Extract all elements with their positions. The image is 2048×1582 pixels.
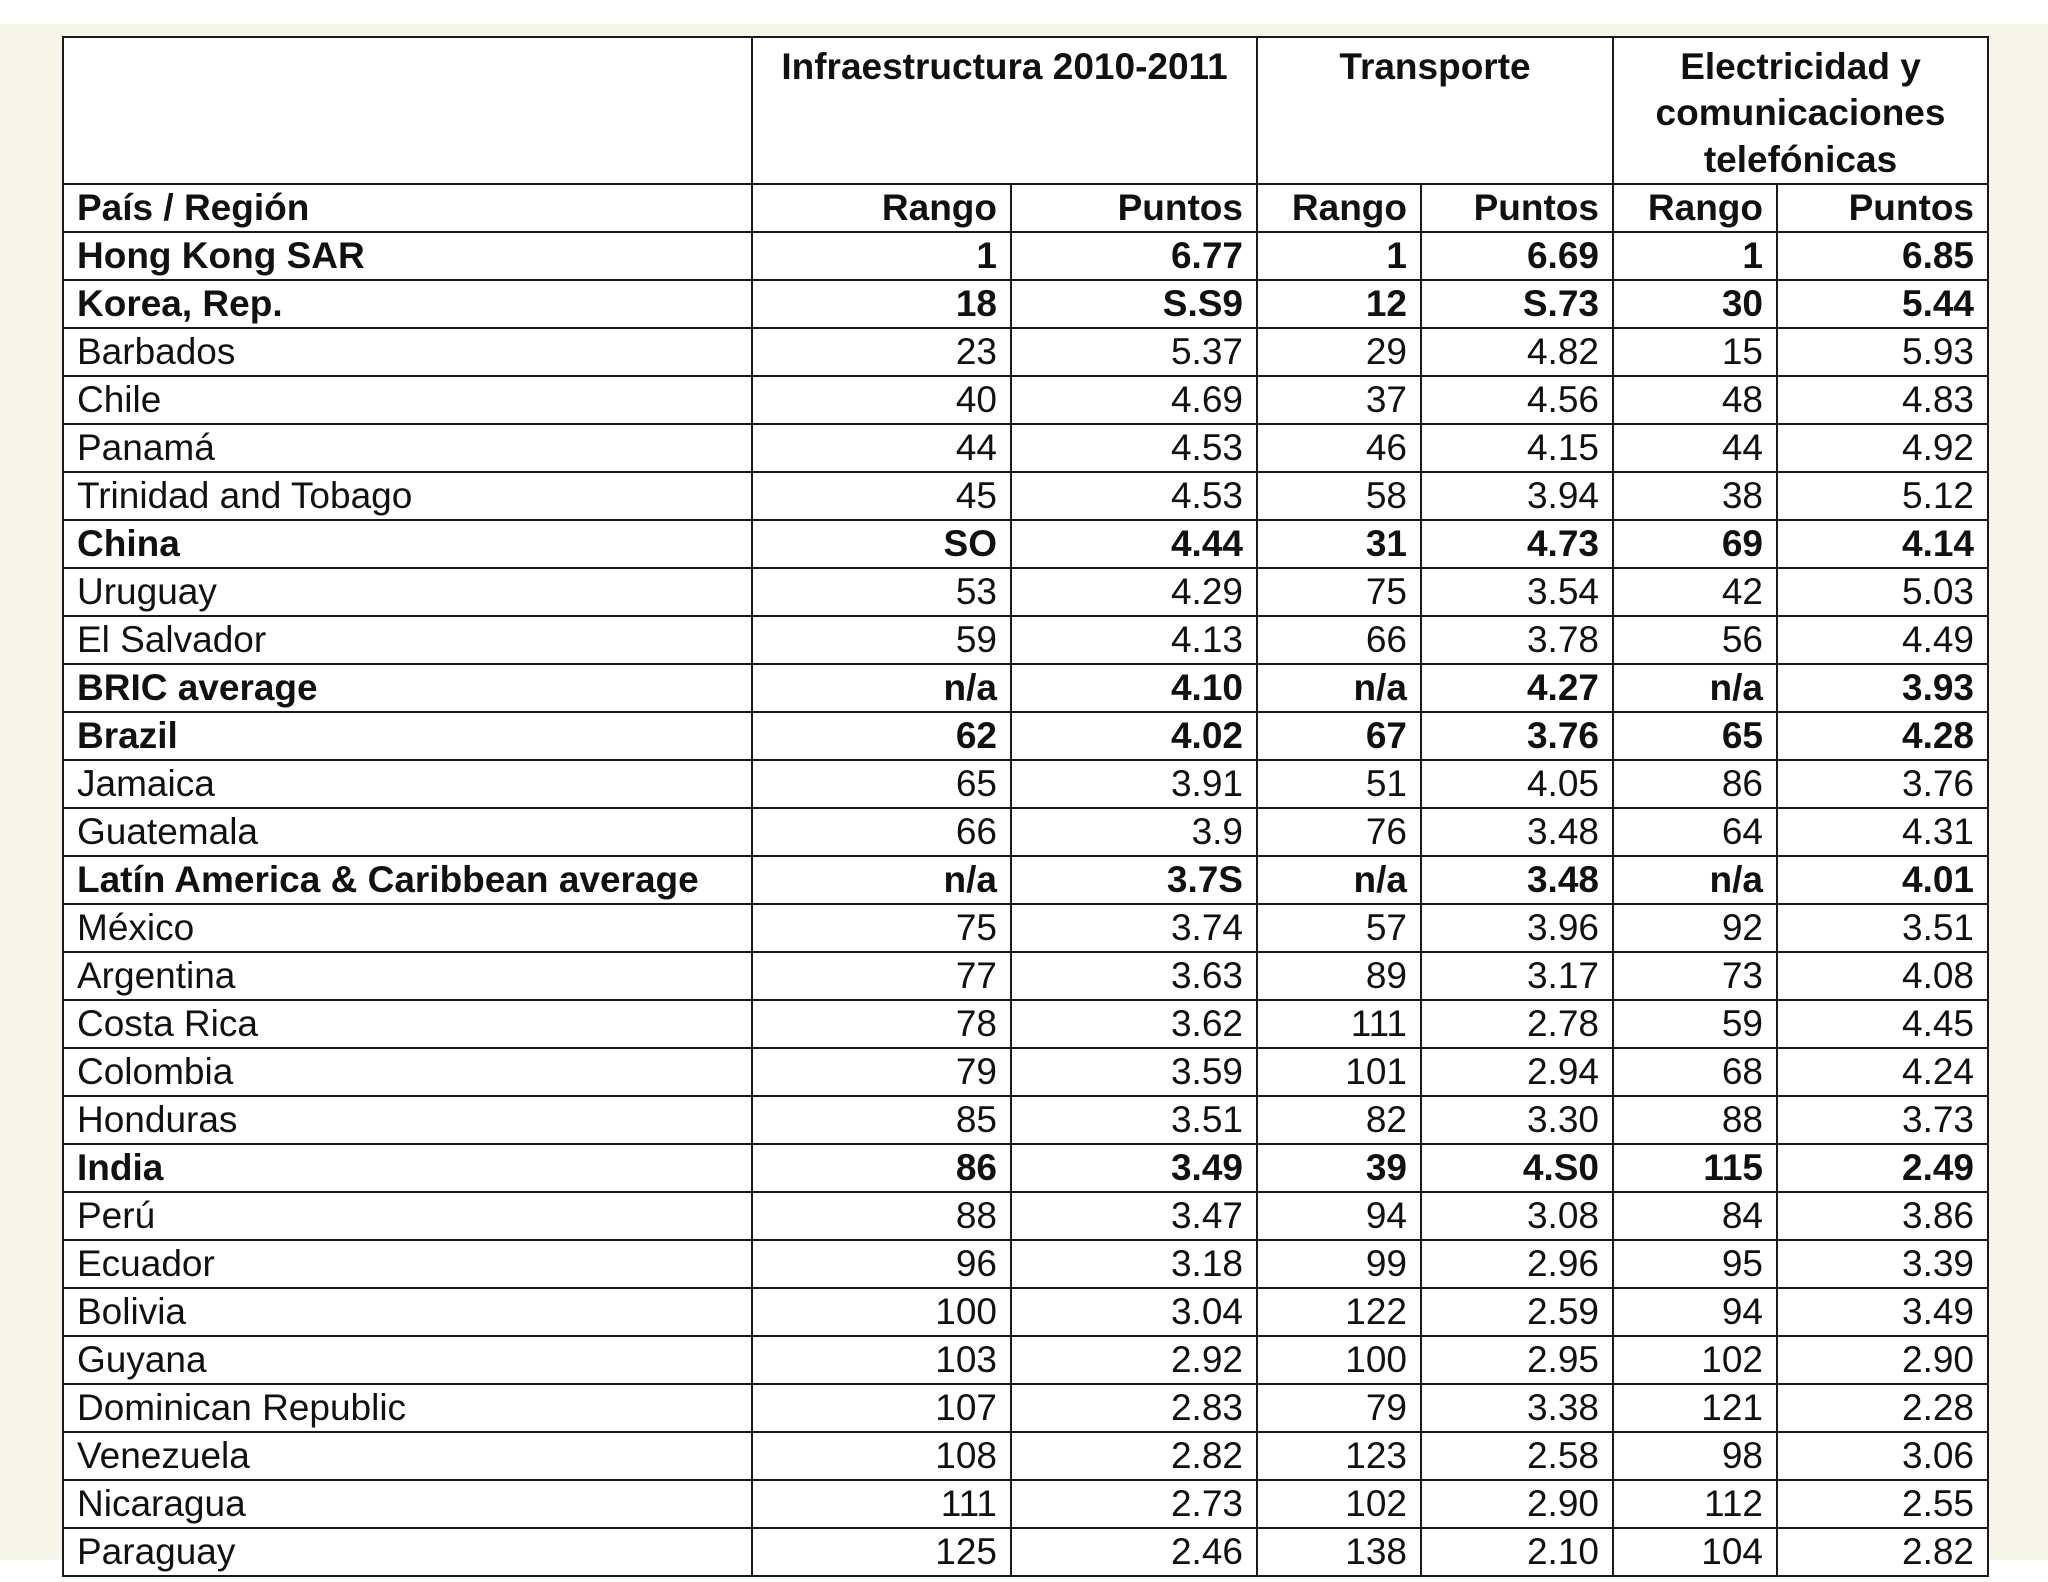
electricity-group-header: Electricidad y comunicaciones telefónicas: [1613, 37, 1988, 184]
country-cell: Panamá: [63, 424, 752, 472]
transport-group-header: Transporte: [1257, 37, 1613, 184]
transport-rank-cell: 51: [1257, 760, 1421, 808]
infra-points-header: Puntos: [1011, 184, 1257, 232]
infra-rank-cell: 100: [752, 1288, 1011, 1336]
transport-points-cell: 3.17: [1421, 952, 1613, 1000]
transport-rank-header: Rango: [1257, 184, 1421, 232]
infra-points-cell: 3.74: [1011, 904, 1257, 952]
transport-rank-cell: 101: [1257, 1048, 1421, 1096]
table-row: [63, 952, 1988, 1000]
electricity-rank-cell: 48: [1613, 376, 1777, 424]
transport-rank-cell: 94: [1257, 1192, 1421, 1240]
table-row: [63, 1096, 1988, 1144]
electricity-rank-cell: 112: [1613, 1480, 1777, 1528]
transport-rank-cell: 29: [1257, 328, 1421, 376]
infra-rank-cell: SO: [752, 520, 1011, 568]
electricity-rank-cell: 95: [1613, 1240, 1777, 1288]
transport-points-cell: 3.48: [1421, 808, 1613, 856]
electricity-points-cell: 3.51: [1777, 904, 1988, 952]
electricity-points-cell: 5.44: [1777, 280, 1988, 328]
electricity-rank-cell: 59: [1613, 1000, 1777, 1048]
table-row: [63, 424, 1988, 472]
table-row: [63, 1432, 1988, 1480]
electricity-points-cell: 5.93: [1777, 328, 1988, 376]
infra-rank-cell: 62: [752, 712, 1011, 760]
country-cell: Guyana: [63, 1336, 752, 1384]
electricity-points-header: Puntos: [1777, 184, 1988, 232]
table-row: [63, 808, 1988, 856]
transport-points-cell: 3.48: [1421, 856, 1613, 904]
electricity-rank-cell: 104: [1613, 1528, 1777, 1576]
electricity-points-cell: 4.83: [1777, 376, 1988, 424]
electricity-rank-cell: 88: [1613, 1096, 1777, 1144]
infra-points-cell: 4.53: [1011, 424, 1257, 472]
transport-rank-cell: 39: [1257, 1144, 1421, 1192]
table-row: [63, 472, 1988, 520]
electricity-rank-cell: 64: [1613, 808, 1777, 856]
transport-points-cell: 4.S0: [1421, 1144, 1613, 1192]
country-cell: Korea, Rep.: [63, 280, 752, 328]
transport-points-cell: 2.78: [1421, 1000, 1613, 1048]
infra-points-cell: 3.18: [1011, 1240, 1257, 1288]
country-cell: Latín America & Caribbean average: [63, 856, 752, 904]
table-row: [63, 568, 1988, 616]
transport-points-cell: 3.38: [1421, 1384, 1613, 1432]
electricity-points-cell: 4.49: [1777, 616, 1988, 664]
electricity-rank-cell: 84: [1613, 1192, 1777, 1240]
transport-rank-cell: 66: [1257, 616, 1421, 664]
table-row: [63, 1288, 1988, 1336]
table-row: [63, 1192, 1988, 1240]
infra-rank-cell: 40: [752, 376, 1011, 424]
transport-points-cell: 3.30: [1421, 1096, 1613, 1144]
country-cell: BRIC average: [63, 664, 752, 712]
electricity-rank-cell: 94: [1613, 1288, 1777, 1336]
infra-points-cell: S.S9: [1011, 280, 1257, 328]
transport-rank-cell: 1: [1257, 232, 1421, 280]
infra-points-cell: 2.92: [1011, 1336, 1257, 1384]
electricity-rank-cell: 98: [1613, 1432, 1777, 1480]
transport-points-cell: 4.15: [1421, 424, 1613, 472]
electricity-points-cell: 5.12: [1777, 472, 1988, 520]
country-cell: Paraguay: [63, 1528, 752, 1576]
infra-points-cell: 6.77: [1011, 232, 1257, 280]
infra-rank-cell: 18: [752, 280, 1011, 328]
transport-rank-cell: 37: [1257, 376, 1421, 424]
electricity-rank-cell: 65: [1613, 712, 1777, 760]
country-cell: Perú: [63, 1192, 752, 1240]
transport-points-cell: 4.73: [1421, 520, 1613, 568]
transport-rank-cell: n/a: [1257, 856, 1421, 904]
transport-rank-cell: 67: [1257, 712, 1421, 760]
electricity-rank-cell: 102: [1613, 1336, 1777, 1384]
transport-rank-cell: 12: [1257, 280, 1421, 328]
transport-rank-cell: 122: [1257, 1288, 1421, 1336]
transport-rank-cell: 102: [1257, 1480, 1421, 1528]
transport-points-cell: 3.78: [1421, 616, 1613, 664]
sub-header-row: [63, 184, 1988, 232]
infra-points-cell: 4.44: [1011, 520, 1257, 568]
table-row: [63, 280, 1988, 328]
infra-group-header: Infraestructura 2010-2011: [752, 37, 1257, 184]
table-row: [63, 1048, 1988, 1096]
electricity-rank-cell: 42: [1613, 568, 1777, 616]
infra-points-cell: 4.13: [1011, 616, 1257, 664]
electricity-rank-cell: 38: [1613, 472, 1777, 520]
infra-points-cell: 3.62: [1011, 1000, 1257, 1048]
transport-rank-cell: 79: [1257, 1384, 1421, 1432]
transport-rank-cell: 99: [1257, 1240, 1421, 1288]
transport-rank-cell: 46: [1257, 424, 1421, 472]
infra-rank-cell: 65: [752, 760, 1011, 808]
transport-points-cell: 3.54: [1421, 568, 1613, 616]
transport-rank-cell: n/a: [1257, 664, 1421, 712]
infra-points-cell: 2.83: [1011, 1384, 1257, 1432]
transport-points-cell: 4.05: [1421, 760, 1613, 808]
electricity-rank-cell: 68: [1613, 1048, 1777, 1096]
electricity-rank-header: Rango: [1613, 184, 1777, 232]
electricity-points-cell: 2.82: [1777, 1528, 1988, 1576]
electricity-points-cell: 5.03: [1777, 568, 1988, 616]
infra-rank-cell: 96: [752, 1240, 1011, 1288]
electricity-points-cell: 4.14: [1777, 520, 1988, 568]
country-cell: China: [63, 520, 752, 568]
electricity-points-cell: 3.86: [1777, 1192, 1988, 1240]
table-row: [63, 664, 1988, 712]
electricity-points-cell: 4.45: [1777, 1000, 1988, 1048]
electricity-points-cell: 3.49: [1777, 1288, 1988, 1336]
table-row: [63, 376, 1988, 424]
empty-corner-cell: [63, 37, 752, 184]
electricity-rank-cell: 73: [1613, 952, 1777, 1000]
infra-rank-cell: 88: [752, 1192, 1011, 1240]
transport-rank-cell: 31: [1257, 520, 1421, 568]
electricity-rank-cell: 92: [1613, 904, 1777, 952]
transport-rank-cell: 100: [1257, 1336, 1421, 1384]
infra-rank-cell: 107: [752, 1384, 1011, 1432]
electricity-points-cell: 4.28: [1777, 712, 1988, 760]
transport-points-cell: 2.90: [1421, 1480, 1613, 1528]
infra-rank-cell: 85: [752, 1096, 1011, 1144]
country-cell: Uruguay: [63, 568, 752, 616]
electricity-points-cell: 4.24: [1777, 1048, 1988, 1096]
country-cell: Argentina: [63, 952, 752, 1000]
country-cell: Ecuador: [63, 1240, 752, 1288]
electricity-points-cell: 2.55: [1777, 1480, 1988, 1528]
infra-rank-cell: 1: [752, 232, 1011, 280]
transport-points-cell: 4.27: [1421, 664, 1613, 712]
infra-rank-cell: 111: [752, 1480, 1011, 1528]
transport-rank-cell: 111: [1257, 1000, 1421, 1048]
electricity-points-cell: 2.90: [1777, 1336, 1988, 1384]
table-row: [63, 1240, 1988, 1288]
electricity-points-cell: 6.85: [1777, 232, 1988, 280]
table-row: [63, 520, 1988, 568]
transport-points-cell: 2.10: [1421, 1528, 1613, 1576]
infra-points-cell: 3.63: [1011, 952, 1257, 1000]
transport-points-cell: 2.95: [1421, 1336, 1613, 1384]
infra-points-cell: 3.91: [1011, 760, 1257, 808]
transport-rank-cell: 89: [1257, 952, 1421, 1000]
infra-points-cell: 3.49: [1011, 1144, 1257, 1192]
transport-points-cell: 3.94: [1421, 472, 1613, 520]
country-cell: Chile: [63, 376, 752, 424]
country-cell: Honduras: [63, 1096, 752, 1144]
infra-rank-cell: 23: [752, 328, 1011, 376]
transport-rank-cell: 58: [1257, 472, 1421, 520]
infra-rank-cell: n/a: [752, 856, 1011, 904]
country-cell: Guatemala: [63, 808, 752, 856]
country-cell: Hong Kong SAR: [63, 232, 752, 280]
transport-points-cell: 2.59: [1421, 1288, 1613, 1336]
infra-rank-cell: 108: [752, 1432, 1011, 1480]
infra-rank-cell: 79: [752, 1048, 1011, 1096]
table-row: [63, 1480, 1988, 1528]
infra-rank-cell: 77: [752, 952, 1011, 1000]
electricity-points-cell: 3.93: [1777, 664, 1988, 712]
infra-rank-cell: 103: [752, 1336, 1011, 1384]
country-cell: India: [63, 1144, 752, 1192]
electricity-rank-cell: n/a: [1613, 664, 1777, 712]
transport-points-cell: 3.08: [1421, 1192, 1613, 1240]
country-cell: Barbados: [63, 328, 752, 376]
electricity-rank-cell: n/a: [1613, 856, 1777, 904]
infrastructure-ranking-table: [62, 36, 1989, 1577]
transport-points-cell: 6.69: [1421, 232, 1613, 280]
infra-rank-cell: 78: [752, 1000, 1011, 1048]
country-cell: Nicaragua: [63, 1480, 752, 1528]
infra-rank-cell: 86: [752, 1144, 1011, 1192]
country-cell: Trinidad and Tobago: [63, 472, 752, 520]
transport-rank-cell: 76: [1257, 808, 1421, 856]
infra-points-cell: 2.46: [1011, 1528, 1257, 1576]
infra-rank-cell: 44: [752, 424, 1011, 472]
electricity-points-cell: 3.73: [1777, 1096, 1988, 1144]
infra-rank-cell: 125: [752, 1528, 1011, 1576]
transport-points-cell: 4.82: [1421, 328, 1613, 376]
country-cell: Dominican Republic: [63, 1384, 752, 1432]
transport-rank-cell: 82: [1257, 1096, 1421, 1144]
table-row: [63, 232, 1988, 280]
transport-points-cell: 2.94: [1421, 1048, 1613, 1096]
infra-rank-cell: 59: [752, 616, 1011, 664]
electricity-points-cell: 4.92: [1777, 424, 1988, 472]
table-row: [63, 328, 1988, 376]
slide-background: [0, 24, 2048, 1573]
transport-points-cell: 3.96: [1421, 904, 1613, 952]
group-header-row: [63, 37, 1988, 184]
country-cell: El Salvador: [63, 616, 752, 664]
electricity-rank-cell: 44: [1613, 424, 1777, 472]
electricity-rank-cell: 121: [1613, 1384, 1777, 1432]
transport-points-header: Puntos: [1421, 184, 1613, 232]
electricity-rank-cell: 15: [1613, 328, 1777, 376]
electricity-rank-cell: 56: [1613, 616, 1777, 664]
country-cell: Bolivia: [63, 1288, 752, 1336]
infra-points-cell: 3.04: [1011, 1288, 1257, 1336]
transport-points-cell: S.73: [1421, 280, 1613, 328]
table-row: [63, 1384, 1988, 1432]
country-cell: Jamaica: [63, 760, 752, 808]
electricity-points-cell: 3.76: [1777, 760, 1988, 808]
infra-rank-header: Rango: [752, 184, 1011, 232]
electricity-points-cell: 4.01: [1777, 856, 1988, 904]
electricity-rank-cell: 86: [1613, 760, 1777, 808]
electricity-rank-cell: 30: [1613, 280, 1777, 328]
electricity-points-cell: 2.49: [1777, 1144, 1988, 1192]
table-row: [63, 856, 1988, 904]
table-row: [63, 1144, 1988, 1192]
infra-points-cell: 4.02: [1011, 712, 1257, 760]
table-row: [63, 712, 1988, 760]
electricity-points-cell: 2.28: [1777, 1384, 1988, 1432]
infra-points-cell: 4.29: [1011, 568, 1257, 616]
country-column-header: País / Región: [63, 184, 752, 232]
table-row: [63, 1528, 1988, 1576]
transport-points-cell: 2.58: [1421, 1432, 1613, 1480]
infra-rank-cell: 53: [752, 568, 1011, 616]
infra-points-cell: 3.9: [1011, 808, 1257, 856]
infra-points-cell: 3.59: [1011, 1048, 1257, 1096]
transport-points-cell: 2.96: [1421, 1240, 1613, 1288]
transport-rank-cell: 57: [1257, 904, 1421, 952]
transport-rank-cell: 123: [1257, 1432, 1421, 1480]
electricity-rank-cell: 115: [1613, 1144, 1777, 1192]
transport-points-cell: 4.56: [1421, 376, 1613, 424]
infra-rank-cell: 66: [752, 808, 1011, 856]
infra-points-cell: 3.47: [1011, 1192, 1257, 1240]
infra-rank-cell: n/a: [752, 664, 1011, 712]
electricity-points-cell: 4.31: [1777, 808, 1988, 856]
electricity-points-cell: 3.06: [1777, 1432, 1988, 1480]
electricity-points-cell: 4.08: [1777, 952, 1988, 1000]
country-cell: México: [63, 904, 752, 952]
transport-points-cell: 3.76: [1421, 712, 1613, 760]
table-body: [63, 232, 1988, 1576]
infra-points-cell: 3.51: [1011, 1096, 1257, 1144]
infra-points-cell: 2.73: [1011, 1480, 1257, 1528]
table-row: [63, 760, 1988, 808]
electricity-points-cell: 3.39: [1777, 1240, 1988, 1288]
table-row: [63, 904, 1988, 952]
infra-points-cell: 2.82: [1011, 1432, 1257, 1480]
infra-points-cell: 4.69: [1011, 376, 1257, 424]
table-row: [63, 1336, 1988, 1384]
infra-rank-cell: 75: [752, 904, 1011, 952]
electricity-rank-cell: 1: [1613, 232, 1777, 280]
country-cell: Costa Rica: [63, 1000, 752, 1048]
country-cell: Colombia: [63, 1048, 752, 1096]
infra-rank-cell: 45: [752, 472, 1011, 520]
transport-rank-cell: 138: [1257, 1528, 1421, 1576]
table-row: [63, 616, 1988, 664]
infra-points-cell: 4.10: [1011, 664, 1257, 712]
table-row: [63, 1000, 1988, 1048]
electricity-rank-cell: 69: [1613, 520, 1777, 568]
country-cell: Brazil: [63, 712, 752, 760]
transport-rank-cell: 75: [1257, 568, 1421, 616]
country-cell: Venezuela: [63, 1432, 752, 1480]
infra-points-cell: 3.7S: [1011, 856, 1257, 904]
infra-points-cell: 4.53: [1011, 472, 1257, 520]
infra-points-cell: 5.37: [1011, 328, 1257, 376]
